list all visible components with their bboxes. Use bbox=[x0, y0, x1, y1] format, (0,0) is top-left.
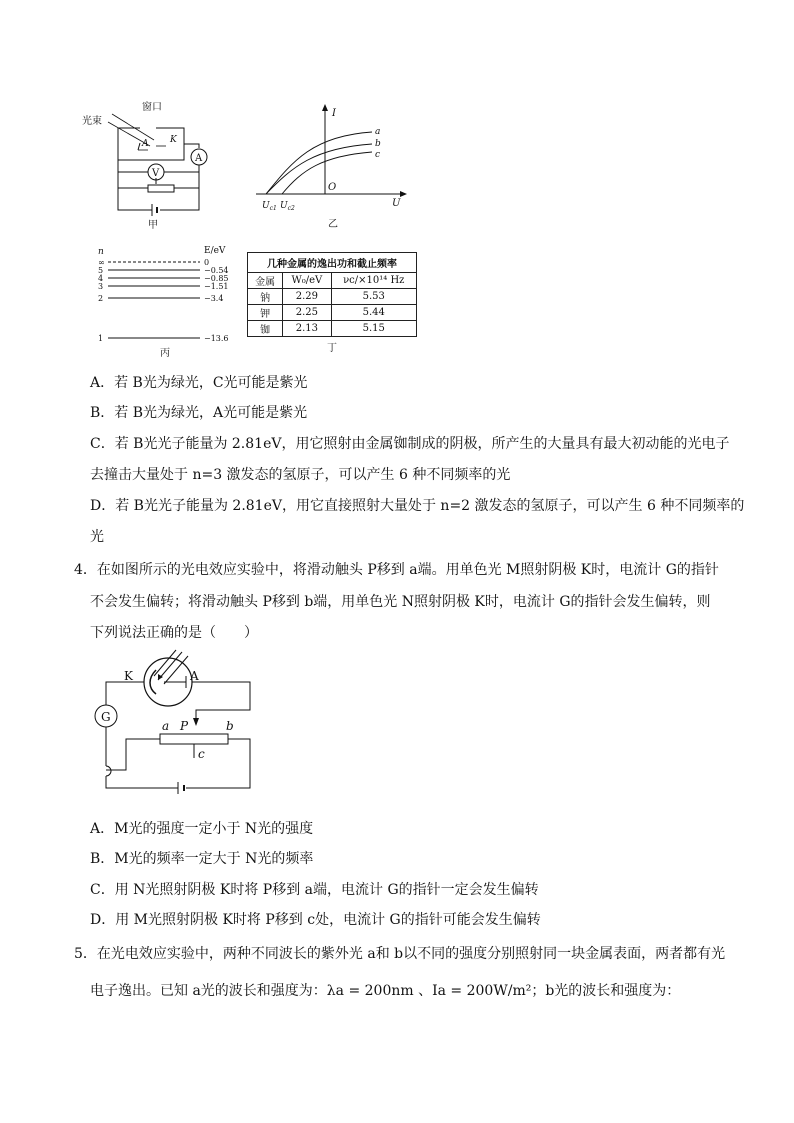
electrode-a-label: A bbox=[142, 139, 149, 149]
anode-label: A bbox=[190, 669, 199, 683]
cathode-label: K bbox=[124, 669, 133, 683]
curve-b bbox=[266, 144, 372, 194]
energy-level-n: ∞ bbox=[98, 258, 105, 267]
cell: 5.53 bbox=[331, 289, 416, 305]
q5-stem-line2: 电子逸出。已知 a光的波长和强度为：λa = 200nm 、Ia = 200W/m²；b光的波长和强度为： bbox=[90, 983, 681, 999]
curve-c-label: c bbox=[375, 150, 381, 160]
caption-jia: 甲 bbox=[148, 220, 158, 231]
uc2-label: $U_{c2}$ bbox=[280, 201, 295, 212]
cell: 2.13 bbox=[283, 321, 331, 337]
table-row bbox=[248, 305, 416, 321]
figure-ding bbox=[247, 252, 417, 354]
energy-level-e: −0.54 bbox=[204, 266, 229, 275]
label-window: 窗口 bbox=[142, 102, 162, 113]
n-heading: n bbox=[98, 247, 104, 257]
figure-jia bbox=[82, 98, 232, 233]
curve-c bbox=[282, 152, 372, 194]
energy-level-e: −3.4 bbox=[204, 294, 224, 303]
energy-level-n: 2 bbox=[98, 294, 104, 303]
figure-bing bbox=[94, 244, 244, 359]
origin-label: O bbox=[328, 182, 337, 193]
cell: 钠 bbox=[248, 289, 283, 305]
q4-option-b: B．M光的频率一定大于 N光的频率 bbox=[90, 851, 314, 867]
q4-stem-line3: 下列说法正确的是（ ） bbox=[90, 625, 258, 641]
slide-rheostat bbox=[160, 734, 228, 744]
cell: 铷 bbox=[248, 321, 283, 337]
uc1-label: $U_{c1}$ bbox=[262, 201, 277, 212]
q4-option-d: D．用 M光照射阴极 K时将 P移到 c处，电流计 G的指针可能会发生偏转 bbox=[90, 912, 541, 928]
label-beam: 光束 bbox=[82, 116, 102, 127]
caption-bing: 丙 bbox=[160, 348, 170, 359]
q4-stem-line1: 4．在如图所示的光电效应实验中，将滑动触头 P移到 a端。用单色光 M照射阴极 K时，电流计 G的指针 bbox=[74, 562, 719, 578]
figure-yi bbox=[252, 102, 412, 232]
cell: 5.44 bbox=[331, 305, 416, 321]
q4-stem-line2: 不会发生偏转；将滑动触头 P移到 b端，用单色光 N照射阴极 K时，电流计 G的指针会发生偏转，则 bbox=[90, 594, 711, 610]
q4-option-a: A．M光的强度一定小于 N光的强度 bbox=[90, 821, 314, 837]
point-c-label: c bbox=[198, 747, 205, 761]
energy-level-n: 3 bbox=[98, 282, 104, 291]
q5-stem-line1: 5．在光电效应实验中，两种不同波长的紫外光 a和 b以不同的强度分别照射同一块金属表面，两者都有光 bbox=[74, 946, 726, 962]
energy-level-e: 0 bbox=[204, 258, 210, 267]
cell: 5.15 bbox=[331, 321, 416, 337]
ammeter-label: A bbox=[195, 153, 203, 164]
curve-b-label: b bbox=[375, 139, 381, 149]
cell: 2.25 bbox=[283, 305, 331, 321]
energy-level-e: −1.51 bbox=[204, 282, 229, 291]
electrode-k-label: K bbox=[170, 135, 177, 145]
q3-option-d-line1: D．若 B光光子能量为 2.81eV，用它直接照射大量处于 n=2 激发态的氢原子，可以产生 6 种不同频率的 bbox=[90, 498, 745, 514]
energy-level-n: 1 bbox=[98, 334, 104, 343]
terminal-b-label: b bbox=[226, 719, 234, 733]
axis-u-label: U bbox=[392, 198, 401, 209]
header-work: W₀/eV bbox=[283, 273, 331, 289]
slider-p-label: P bbox=[180, 719, 189, 733]
table-header-row bbox=[248, 273, 416, 289]
q3-option-d-line2: 光 bbox=[90, 529, 104, 545]
q4-circuit-figure bbox=[86, 648, 256, 808]
terminal-a-label: a bbox=[162, 719, 170, 733]
energy-level-e: −0.85 bbox=[204, 274, 229, 283]
header-metal: 金属 bbox=[248, 273, 283, 289]
q3-option-c-line2: 去撞击大量处于 n=3 激发态的氢原子，可以产生 6 种不同频率的光 bbox=[90, 467, 511, 483]
table-title: 几种金属的逸出功和截止频率 bbox=[267, 259, 397, 270]
cell: 钾 bbox=[248, 305, 283, 321]
energy-level-e: −13.6 bbox=[204, 334, 229, 343]
e-heading: E/eV bbox=[204, 246, 226, 256]
galvanometer-label: G bbox=[101, 710, 111, 724]
table-row bbox=[248, 289, 416, 305]
curve-a-label: a bbox=[375, 127, 381, 137]
energy-level-n: 4 bbox=[98, 274, 104, 283]
voltmeter-label: V bbox=[152, 168, 160, 179]
table-row bbox=[248, 321, 416, 337]
metal-table bbox=[248, 272, 416, 336]
rheostat-symbol bbox=[148, 185, 174, 192]
cell: 2.29 bbox=[283, 289, 331, 305]
axis-i-label: I bbox=[332, 108, 336, 119]
header-freq: νc/×10¹⁴ Hz bbox=[331, 273, 416, 289]
energy-level-n: 5 bbox=[98, 266, 104, 275]
caption-yi: 乙 bbox=[328, 219, 338, 230]
q3-option-b: B．若 B光为绿光，A光可能是紫光 bbox=[90, 405, 308, 421]
q3-option-c-line1: C．若 B光光子能量为 2.81eV，用它照射由金属铷制成的阴极，所产生的大量具有最大初动能的光电子 bbox=[90, 436, 730, 452]
caption-ding: 丁 bbox=[327, 343, 337, 354]
curve-a bbox=[266, 132, 372, 194]
q4-option-c: C．用 N光照射阴极 K时将 P移到 a端，电流计 G的指针一定会发生偏转 bbox=[90, 882, 539, 898]
q3-option-a: A．若 B光为绿光，C光可能是紫光 bbox=[90, 375, 308, 391]
